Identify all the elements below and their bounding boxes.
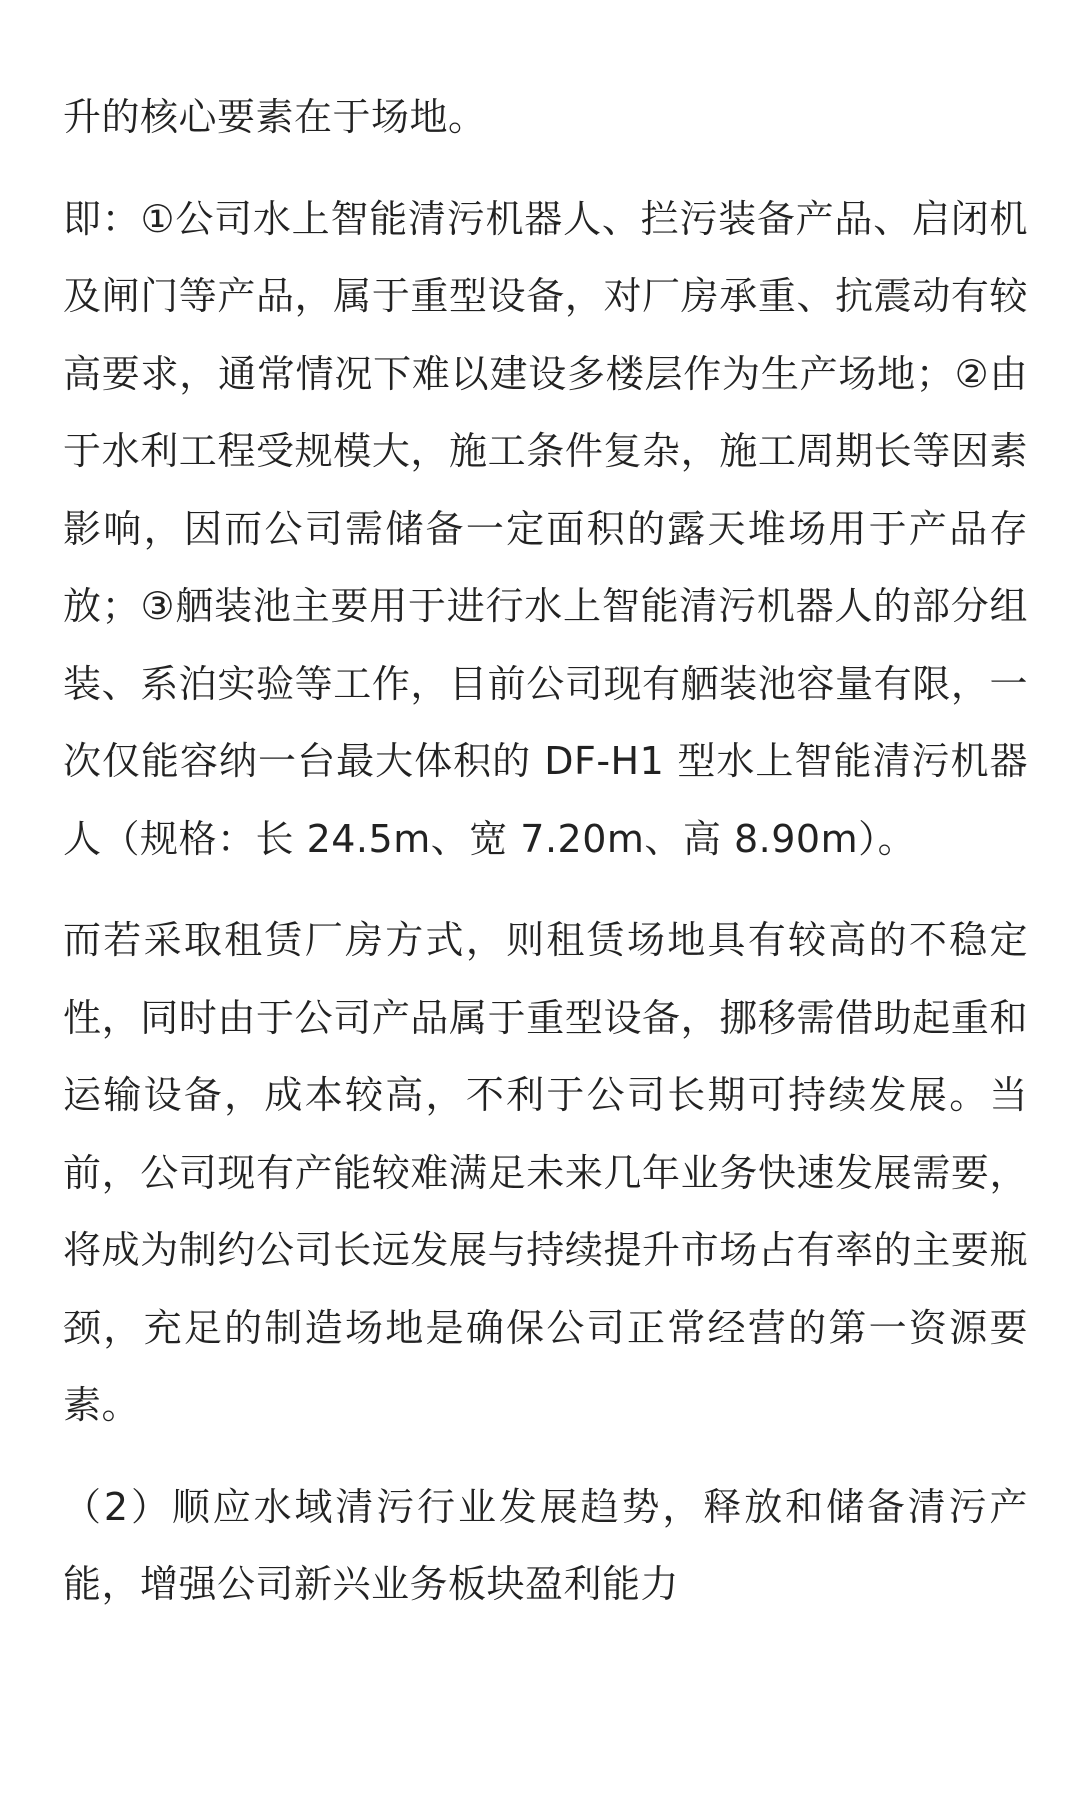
paragraph-conclusion: 升的核心要素在于场地。 [63, 95, 487, 139]
paragraph-section-heading: （2）顺应水域清污行业发展趋势，释放和储备清污产能，增强公司新兴业务板块盈利能力 [63, 1484, 1028, 1606]
paragraph-leasing: 而若采取租赁厂房方式，则租赁场地具有较高的不稳定性，同时由于公司产品属于重型设备，挪移需借助起重和运输设备，成本较高，不利于公司长期可持续发展。当前，公司现有产能较难满足未来几年业务快速发展需要，将成为制约公司长远发展与持续提升市场占有率的主要瓶颈，充足的制造场地是确保公司正常经营的第一资源要素。 [63, 918, 1028, 1427]
paragraph-site-requirements: 即：①公司水上智能清污机器人、拦污装备产品、启闭机及闸门等产品，属于重型设备，对厂房承重、抗震动有较高要求，通常情况下难以建设多楼层作为生产场地；②由于水利工程受规模大，施工条件复杂，施工周期长等因素影响，因而公司需储备一定面积的露天堆场用于产品存放；③舾装池主要用于进行水上智能清污机器人的部分组装、系泊实验等工作，目前公司现有舾装池容量有限，一次仅能容纳一台最大体积的 DF-H1 型水上智能清污机器人（规格：长 24.5m、宽 7.20m、高 8.90m）。 [63, 196, 1028, 861]
article-body [63, 79, 1028, 1624]
